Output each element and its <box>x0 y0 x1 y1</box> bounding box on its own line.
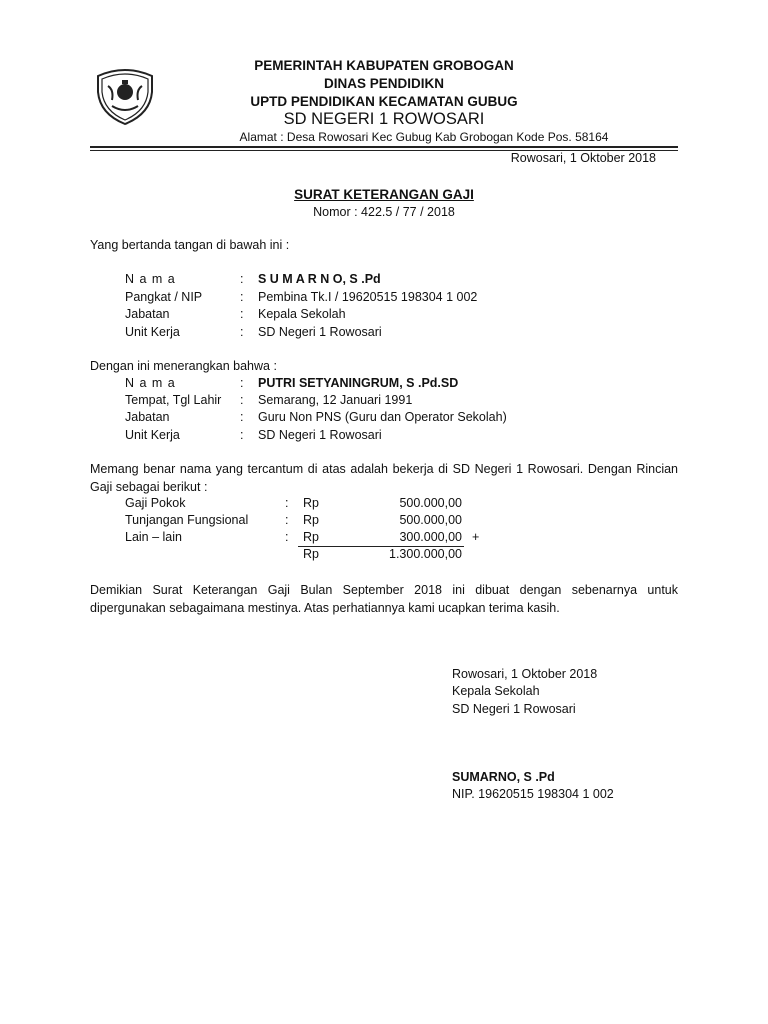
signature-place-date: Rowosari, 1 Oktober 2018 <box>452 667 598 681</box>
subject-sep: : <box>240 428 244 442</box>
letter-title: SURAT KETERANGAN GAJI <box>294 187 474 202</box>
signer-value-nip: Pembina Tk.I / 19620515 198304 1 002 <box>258 290 478 304</box>
subject-label-unit: Unit Kerja <box>125 428 180 442</box>
subject-value-ttl: Semarang, 12 Januari 1991 <box>258 393 413 407</box>
signer-sep: : <box>240 307 244 321</box>
signer-value-unit: SD Negeri 1 Rowosari <box>258 325 382 339</box>
subject-label-jabatan: Jabatan <box>125 410 170 424</box>
kop-line-3: UPTD PENDIDIKAN KECAMATAN GUBUG <box>250 94 518 109</box>
subject-sep: : <box>240 410 244 424</box>
sum-plus-mark: + <box>472 530 480 544</box>
subject-label-ttl: Tempat, Tgl Lahir <box>125 393 222 407</box>
salary-sep: : <box>285 513 289 527</box>
salary-label: Tunjangan Fungsional <box>125 513 249 527</box>
signer-label-unit: Unit Kerja <box>125 325 180 339</box>
date-top: Rowosari, 1 Oktober 2018 <box>510 151 656 165</box>
salary-sep: : <box>285 530 289 544</box>
salary-currency: Rp <box>303 530 319 544</box>
signer-label-nip: Pangkat / NIP <box>125 290 203 304</box>
signer-sep: : <box>240 290 244 304</box>
signer-label-jabatan: Jabatan <box>125 307 170 321</box>
salary-amount: 500.000,00 <box>399 513 462 527</box>
signature-school: SD Negeri 1 Rowosari <box>452 702 576 716</box>
subject-value-jabatan: Guru Non PNS (Guru dan Operator Sekolah) <box>258 410 507 424</box>
intro-signer: Yang bertanda tangan di bawah ini : <box>90 238 290 252</box>
kop-line-1: PEMERINTAH KABUPATEN GROBOGAN <box>254 58 514 73</box>
kop-line-2: DINAS PENDIDIKN <box>323 76 444 91</box>
kop-school-name: SD NEGERI 1 ROWOSARI <box>283 110 485 128</box>
salary-sep: : <box>285 496 289 510</box>
signer-label-nama: N a m a <box>125 272 176 286</box>
statement-paragraph: Memang benar nama yang tercantum di atas adalah bekerja di SD Negeri 1 Rowosari. Dengan Rincian Gaji sebagai berikut : <box>90 462 678 494</box>
salary-amount: 500.000,00 <box>399 496 462 510</box>
subject-value-unit: SD Negeri 1 Rowosari <box>258 428 382 442</box>
salary-currency: Rp <box>303 513 319 527</box>
subject-sep: : <box>240 393 244 407</box>
signer-value-nama: S U M A R N O, S .Pd <box>258 272 381 286</box>
signer-value-jabatan: Kepala Sekolah <box>258 307 346 321</box>
signer-sep: : <box>240 272 244 286</box>
subject-value-nama: PUTRI SETYANINGRUM, S .Pd.SD <box>258 376 459 390</box>
signer-sep: : <box>240 325 244 339</box>
closing-paragraph: Demikian Surat Keterangan Gaji Bulan September 2018 ini dibuat dengan sebenarnya untuk dipergunakan sebagaimana mestinya. Atas perhatiannya kami ucapkan terima kasih. <box>90 583 678 615</box>
signature-nip: NIP. 19620515 198304 1 002 <box>452 787 614 801</box>
signature-name: SUMARNO, S .Pd <box>452 770 555 784</box>
salary-currency: Rp <box>303 496 319 510</box>
salary-label: Lain – lain <box>125 530 182 544</box>
total-amount: 1.300.000,00 <box>389 547 462 561</box>
kop-address: Alamat : Desa Rowosari Kec Gubug Kab Grobogan Kode Pos. 58164 <box>239 130 609 144</box>
subject-label-nama: N a m a <box>125 376 176 390</box>
signature-role: Kepala Sekolah <box>452 684 540 698</box>
subject-sep: : <box>240 376 244 390</box>
salary-label: Gaji Pokok <box>125 496 186 510</box>
letter-number: Nomor : 422.5 / 77 / 2018 <box>313 205 455 219</box>
salary-amount: 300.000,00 <box>399 530 462 544</box>
kop-divider-thick <box>90 146 678 148</box>
intro-subject: Dengan ini menerangkan bahwa : <box>90 359 277 373</box>
total-currency: Rp <box>303 547 319 561</box>
